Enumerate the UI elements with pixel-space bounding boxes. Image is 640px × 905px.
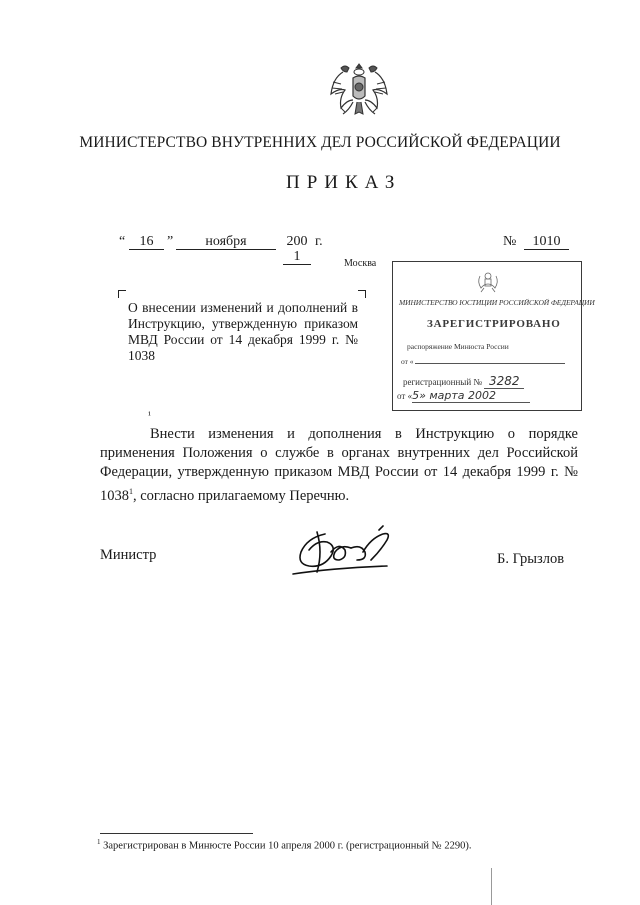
stamp-date-prefix: от « [397,391,413,401]
order-number-label: № [503,234,517,249]
date-day: 16 [129,234,164,250]
stamp-reg-date-line [397,389,530,403]
stamp-ministry-header: МИНИСТЕРСТВО ЮСТИЦИИ РОССИЙСКОЙ ФЕДЕРАЦИИ [399,298,595,307]
footnote [97,838,471,852]
ministry-title: МИНИСТЕРСТВО ВНУТРЕННИХ ДЕЛ РОССИЙСКОЙ ФЕДЕРАЦИИ [79,134,561,151]
stamp-order-line: распоряжение Минюста России [407,342,509,351]
footnote-separator [100,833,253,834]
date-year-suffix: г. [315,234,323,249]
stamp-reg-number: 3282 [484,374,524,389]
order-body-text: Внести изменения и дополнения в Инструкцию о порядке применения Положения о службе в органах внутренних дел Российской Федерации, утвержденную приказом МВД России от 14 декабря 1999 г. № 1038 [100,426,578,504]
double-headed-eagle-emblem [327,58,391,124]
stamp-date-blank-prefix: от « [401,357,414,366]
date-quote-close: ” [167,234,174,249]
order-number: 1010 [524,234,569,250]
signatory-name: Б. Грызлов [497,551,565,567]
date-year: 200 1 [283,234,311,265]
stamp-date-blank-line [401,356,565,366]
margin-mark: ¹ [148,410,151,421]
date-quote-open: “ [119,234,126,249]
signatory-position: Министр [100,547,157,563]
stamp-reg-label: регистрационный № [403,377,483,387]
subject-bracket-left [118,290,126,298]
footnote-text: Зарегистрирован в Минюсте России 10 апреля 2000 г. (регистрационный № 2290). [103,840,472,852]
document-type-heading: ПРИКАЗ [286,172,402,193]
date-month: ноября [176,234,276,250]
stamp-reg-line [403,374,524,389]
stamp-blank-underline [415,356,565,364]
registration-stamp [392,261,595,411]
issue-city: Москва [344,258,377,269]
stamp-emblem-icon [475,268,501,294]
order-body-text-end: , согласно прилагаемому Перечню. [133,487,350,504]
footnote-ref: 1 [129,487,133,496]
scan-edge-line [491,868,492,905]
footnote-mark: 1 [97,838,101,846]
stamp-reg-date: 5» марта 2002 [412,389,530,403]
stamp-registered-title: ЗАРЕГИСТРИРОВАНО [427,318,561,330]
subject-bracket-right [358,290,366,298]
handwritten-signature [285,522,395,584]
order-subject: О внесении изменений и дополнений в Инструкцию, утвержденную приказом МВД России от 14 декабря 1999 г. № 1038 [128,300,358,363]
order-body [100,425,578,506]
